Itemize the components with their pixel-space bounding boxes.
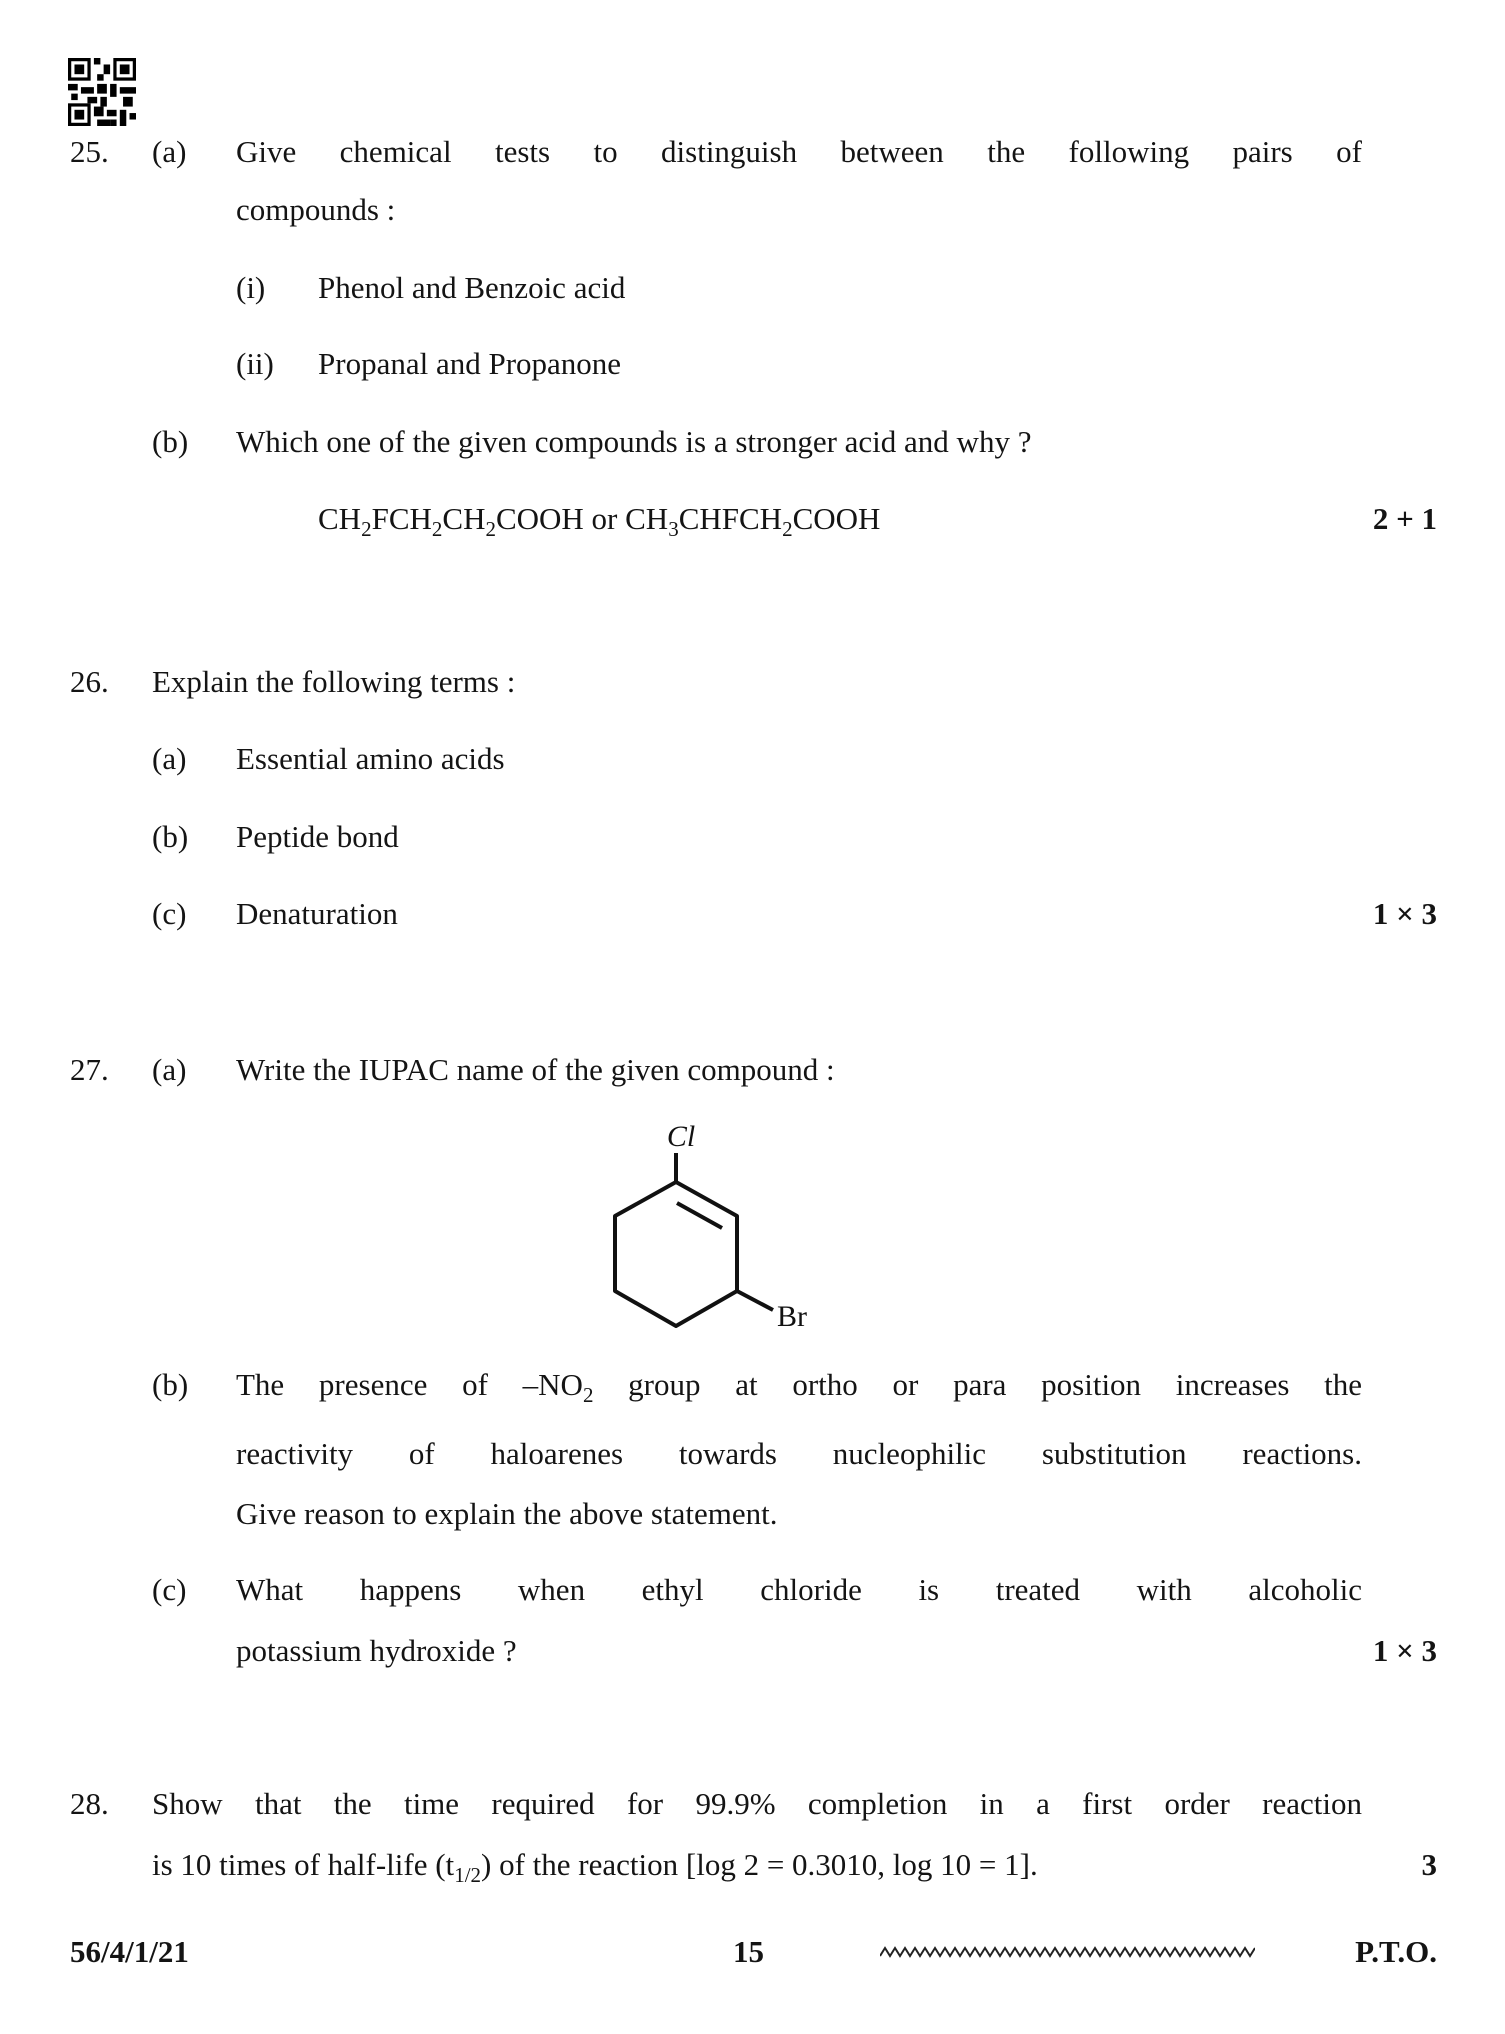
question-text: Give reason to explain the above statement. <box>236 1496 778 1531</box>
subpart-label: (ii) <box>236 346 274 381</box>
question-text: Write the IUPAC name of the given compound : <box>236 1052 835 1087</box>
chemical-structure-diagram <box>580 1100 840 1340</box>
wavy-line-decoration <box>880 1945 1255 1959</box>
marks: 1 × 3 <box>1372 1633 1437 1668</box>
question-text: potassium hydroxide ? <box>236 1633 517 1668</box>
question-text: is 10 times of half-life $(t_{1/2})$ of the reaction [log 2 = 0.3010, log 10 = 1]. <box>152 1847 1038 1887</box>
double-bond <box>677 1203 722 1228</box>
question-number: 28. <box>70 1786 109 1821</box>
subpart-text: Phenol and Benzoic acid <box>318 270 626 305</box>
part-text: Peptide bond <box>236 819 399 854</box>
part-text: Essential amino acids <box>236 741 505 776</box>
pto-label: P.T.O. <box>1355 1934 1437 1969</box>
part-label: (b) <box>152 1367 189 1402</box>
question-text: reactivity of haloarenes towards nucleophilic substitution reactions. <box>236 1436 1362 1471</box>
chlorine-label: Cl <box>666 1120 696 1153</box>
question-number: 26. <box>70 664 109 699</box>
subpart-text: Propanal and Propanone <box>318 346 622 381</box>
marks: 3 <box>1421 1847 1437 1882</box>
part-label: (b) <box>152 424 189 459</box>
chemical-formula: $CH_2FCH_2CH_2COOH$ or $CH_3CHFCH_2COOH$ <box>318 501 881 541</box>
part-label: (b) <box>152 819 189 854</box>
br-bond <box>737 1291 773 1310</box>
part-text: Denaturation <box>236 896 398 931</box>
part-label: (a) <box>152 134 187 169</box>
marks: 1 × 3 <box>1372 896 1437 931</box>
question-text: Give chemical tests to distinguish between the following pairs of <box>236 134 1362 169</box>
question-text: The presence of $-NO_2$ group at ortho or para position increases the <box>236 1367 1363 1407</box>
qr-code-icon <box>67 58 137 126</box>
part-label: (c) <box>152 1572 187 1607</box>
marks: 2 + 1 <box>1372 501 1437 536</box>
question-text: What happens when ethyl chloride is treated with alcoholic <box>236 1572 1362 1607</box>
question-text: compounds : <box>236 192 396 227</box>
question-text: Explain the following terms : <box>152 664 516 699</box>
cyclohexene-ring <box>615 1182 737 1326</box>
question-text: Which one of the given compounds is a stronger acid and why ? <box>236 424 1032 459</box>
subpart-label: (i) <box>236 270 266 305</box>
page-number: 15 <box>733 1934 764 1969</box>
question-number: 27. <box>70 1052 109 1087</box>
part-label: (c) <box>152 896 187 931</box>
question-number: 25. <box>70 134 109 169</box>
question-text: Show that the time required for 99.9% completion in a first order reaction <box>152 1786 1362 1821</box>
part-label: (a) <box>152 741 187 776</box>
paper-code: 56/4/1/21 <box>70 1934 189 1969</box>
bromine-label: Br <box>777 1300 807 1333</box>
part-label: (a) <box>152 1052 187 1087</box>
